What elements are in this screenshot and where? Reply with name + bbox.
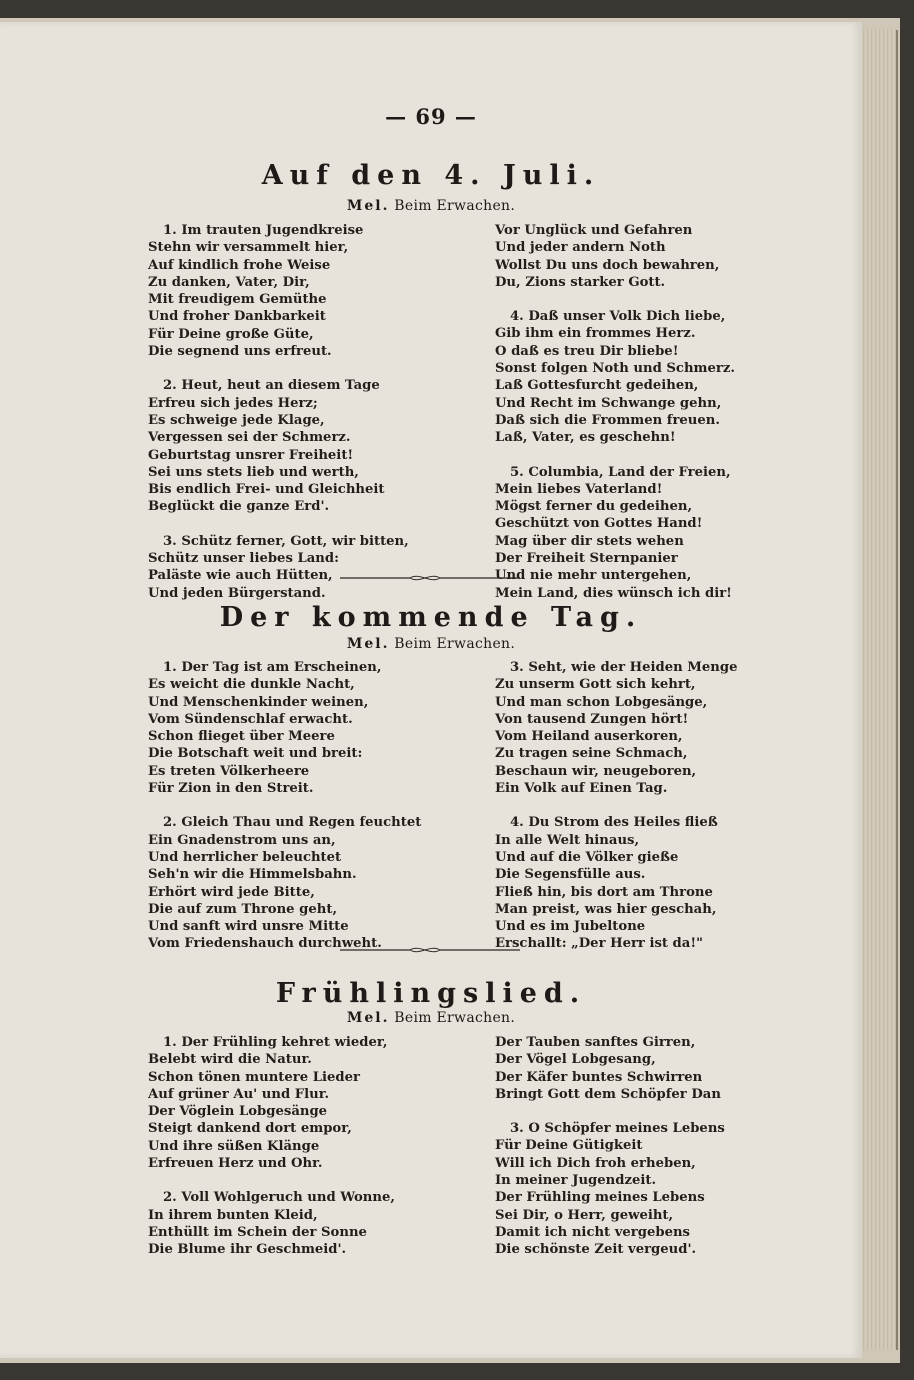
verse-line: 1. Im trauten Jugendkreise [163,223,364,238]
verse-line: Und es im Jubeltone [495,919,646,935]
book-page [0,22,862,1358]
verse-line: Bringt Gott dem Schöpfer Dan [495,1086,721,1102]
poem-melody-2 [0,636,862,652]
verse-line: Geschützt von Gottes Hand! [495,516,703,532]
verse-line: Und herrlicher beleuchtet [148,849,342,865]
verse-line: Ein Volk auf Einen Tag. [495,781,668,797]
verse-line: Sonst folgen Noth und Schmerz. [495,361,735,377]
verse-line: Man preist, was hier geschah, [495,901,717,917]
stanza-gap [148,516,409,533]
verse-line: Steigt dankend dort empor, [148,1121,352,1137]
verse-line: Vom Friedenshauch durchweht. [148,936,382,952]
verse-line: 3. O Schöpfer meines Lebens [510,1121,725,1137]
verse-line: 2. Heut, heut an diesem Tage [163,378,380,394]
verse-line: Und froher Dankbarkeit [148,309,326,325]
verse-line: Vom Heiland auserkoren, [495,729,683,745]
verse-line: Der Käfer buntes Schwirren [495,1069,703,1085]
verse-line: Und nie mehr untergehen, [495,568,692,584]
melody-name: Beim Erwachen. [394,1010,516,1026]
poem-melody-3 [0,1010,862,1026]
verse-line: Belebt wird die Natur. [148,1052,312,1068]
verse-line: Fließ hin, bis dort am Throne [495,884,713,900]
verse-line: Und jeden Bürgerstand. [148,585,326,601]
verse-line: Die Botschaft weit und breit: [148,746,363,762]
stanza-gap [495,797,737,814]
verse-line: Und Menschenkinder weinen, [148,694,369,710]
verse-line: Vor Unglück und Gefahren [495,223,693,238]
poem-title-2: Der kommende Tag. [219,602,643,633]
verse-line: Und man schon Lobgesänge, [495,694,708,710]
melody-prefix: Mel. [346,636,390,652]
verse-line: Vom Sündenschlaf erwacht. [148,711,353,727]
verse-line: Bis endlich Frei- und Gleichheit [148,482,385,498]
poem-3-right-column [495,1034,725,1259]
verse-line: Beschaun wir, neugeboren, [495,763,697,779]
verse-line: In meiner Jugendzeit. [495,1173,657,1189]
verse-line: Erschallt: „Der Herr ist da!" [495,936,703,952]
verse-line: Die Segensfülle aus. [495,867,646,883]
verse-line: Und Recht im Schwange gehn, [495,395,722,411]
verse-line: Es treten Völkerheere [148,763,310,779]
verse-line: Der Tauben sanftes Girren, [495,1035,696,1050]
verse-line: Laß Gottesfurcht gedeihen, [495,378,699,394]
verse-line: Die schönste Zeit vergeud'. [495,1242,697,1258]
verse-line: Für Deine große Güte, [148,326,314,342]
verse-line: 3. Seht, wie der Heiden Menge [510,660,738,675]
verse-line: Und jeder andern Noth [495,240,666,256]
verse-line: In ihrem bunten Kleid, [148,1207,318,1223]
verse-line: Die auf zum Throne geht, [148,901,338,917]
verse-line: 1. Der Tag ist am Erscheinen, [163,660,382,675]
verse-line: Mit freudigem Gemüthe [148,292,327,308]
verse-line: In alle Welt hinaus, [495,832,640,848]
verse-line: Und ihre süßen Klänge [148,1138,320,1154]
verse-line: Auf grüner Au' und Flur. [148,1086,330,1102]
verse-line: Der Freiheit Sternpanier [495,551,678,567]
verse-line: Seh'n wir die Himmelsbahn. [148,867,357,883]
verse-line: Mag über dir stets wehen [495,533,684,549]
verse-line: 1. Der Frühling kehret wieder, [163,1035,388,1050]
stanza-gap [148,797,421,814]
verse-line: Beglückt die ganze Erd'. [148,499,330,515]
verse-line: Stehn wir versammelt hier, [148,240,349,256]
poem-2-left-column [148,659,421,953]
verse-line: Der Frühling meines Lebens [495,1190,705,1206]
verse-line: Es schweige jede Klage, [148,412,325,428]
verse-line: Vergessen sei der Schmerz. [148,430,351,446]
verse-line: Sei Dir, o Herr, geweiht, [495,1207,674,1223]
verse-line: Für Zion in den Streit. [148,781,314,797]
verse-line: 5. Columbia, Land der Freien, [510,464,731,480]
verse-line: Laß, Vater, es geschehn! [495,430,676,446]
stanza-gap [148,1172,395,1189]
verse-line: Will ich Dich froh erheben, [495,1155,696,1171]
verse-line: Erfreu sich jedes Herz; [148,395,318,411]
stanza-gap [495,447,735,464]
verse-line: Es weicht die dunkle Nacht, [148,677,355,693]
verse-line: Schon tönen muntere Lieder [148,1069,360,1085]
verse-line: Mein liebes Vaterland! [495,481,663,497]
verse-line: Zu tragen seine Schmach, [495,746,688,762]
verse-line: Für Deine Gütigkeit [495,1138,643,1154]
verse-line: Du, Zions starker Gott. [495,274,666,290]
verse-line: Die segnend uns erfreut. [148,344,332,360]
verse-line: Zu danken, Vater, Dir, [148,274,310,290]
melody-prefix: Mel. [346,1010,390,1026]
verse-line: Zu unserm Gott sich kehrt, [495,677,696,693]
melody-prefix: Mel. [346,198,390,214]
verse-line: Und sanft wird unsre Mitte [148,919,349,935]
stanza-gap [148,360,409,377]
poem-1-left-column [148,222,409,602]
poem-title-1: Auf den 4. Juli. [261,160,601,191]
poem-melody-1 [0,198,862,214]
verse-line: Ein Gnadenstrom uns an, [148,832,336,848]
verse-line: Der Vögel Lobgesang, [495,1052,656,1068]
verse-line: Schütz unser liebes Land: [148,551,339,567]
verse-line: Paläste wie auch Hütten, [148,568,333,584]
verse-line: Geburtstag unsrer Freiheit! [148,447,354,463]
verse-line: Damit ich nicht vergebens [495,1224,690,1240]
verse-line: Erfreuen Herz und Ohr. [148,1156,323,1172]
melody-name: Beim Erwachen. [394,198,516,214]
verse-line: Wollst Du uns doch bewahren, [495,257,720,273]
verse-line: Der Vöglein Lobgesänge [148,1104,328,1120]
verse-line: 3. Schütz ferner, Gott, wir bitten, [163,533,409,549]
verse-line: Von tausend Zungen hört! [495,711,689,727]
poem-title-3: Frühlingslied. [275,978,587,1009]
verse-line: Erhört wird jede Bitte, [148,884,315,900]
verse-line: Auf kindlich frohe Weise [148,257,331,273]
verse-line: 2. Voll Wohlgeruch und Wonne, [163,1190,395,1206]
stanza-gap [495,291,735,308]
ornamental-divider [340,572,520,584]
verse-line: 4. Du Strom des Heiles fließ [510,815,718,831]
page-number: — 69 — [385,104,477,129]
stanza-gap [495,1103,725,1120]
verse-line: Daß sich die Frommen freuen. [495,412,720,428]
verse-line: Mögst ferner du gedeihen, [495,499,693,515]
verse-line: Mein Land, dies wünsch ich dir! [495,585,732,601]
page-edges [856,30,898,1350]
poem-3-left-column [148,1034,395,1259]
verse-line: Sei uns stets lieb und werth, [148,464,359,480]
verse-line: Enthüllt im Schein der Sonne [148,1224,367,1240]
verse-line: O daß es treu Dir bliebe! [495,343,679,359]
verse-line: Die Blume ihr Geschmeid'. [148,1242,347,1258]
poem-2-right-column [495,659,737,953]
poem-1-right-column [495,222,735,602]
verse-line: Und auf die Völker gieße [495,849,679,865]
verse-line: Gib ihm ein frommes Herz. [495,326,696,342]
verse-line: 2. Gleich Thau und Regen feuchtet [163,815,422,831]
ornamental-divider [340,944,520,956]
verse-line: 4. Daß unser Volk Dich liebe, [510,309,726,325]
verse-line: Schon flieget über Meere [148,729,335,745]
melody-name: Beim Erwachen. [394,636,516,652]
